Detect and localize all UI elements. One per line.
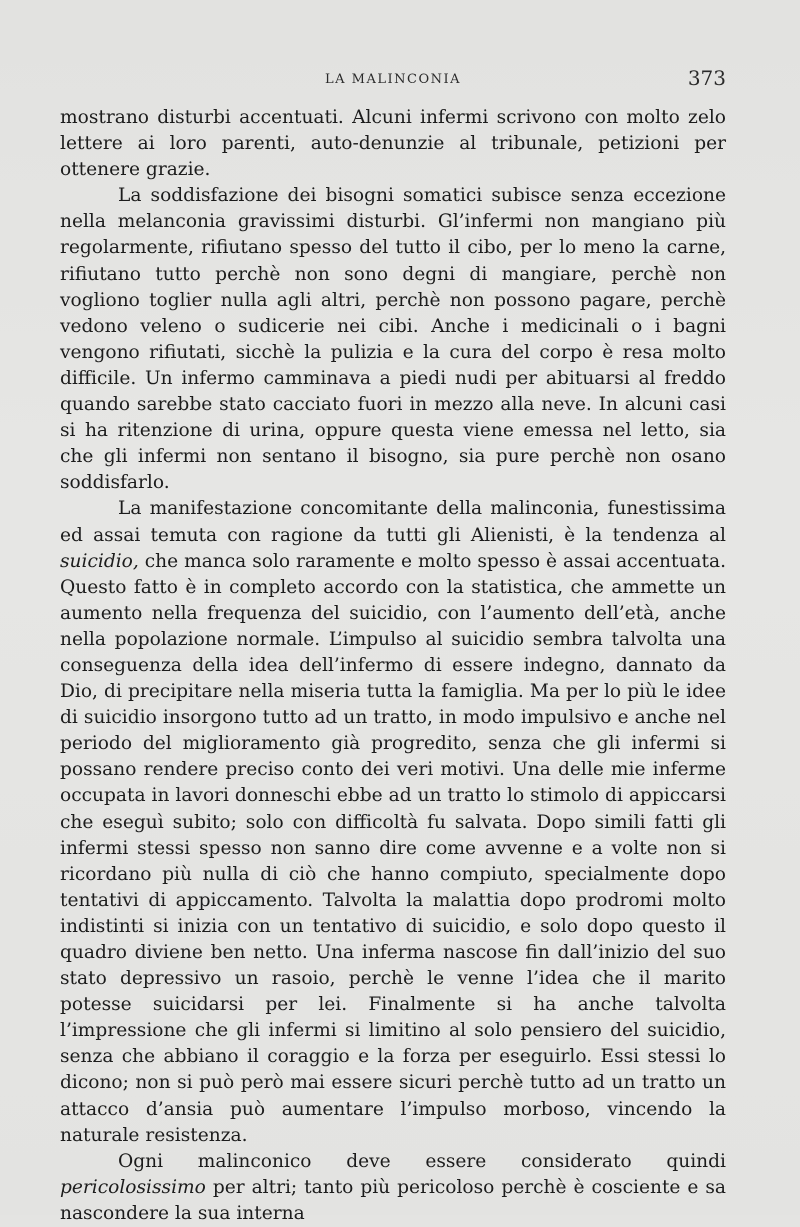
page-header xyxy=(60,66,726,96)
page-number: 373 xyxy=(687,66,726,90)
body-text xyxy=(60,105,726,1227)
emphasis-pericolosissimo: pericolosissimo xyxy=(60,1176,206,1198)
paragraph-suicide-start: La manifestazione concomitante della malinconia, funestissima ed assai temuta con ragione da tutti gli Alienisti, è la tendenza al xyxy=(60,498,726,546)
paragraph-dangerous xyxy=(60,1149,726,1227)
paragraph-continued: mostrano disturbi accentuati. Alcuni infermi scrivono con molto zelo lettere ai loro parenti, auto-denunzie al tribunale, petizioni per ottenere grazie. xyxy=(60,107,726,181)
paragraph-suicide xyxy=(60,496,726,1148)
paragraph-dangerous-start: Ogni malinconico deve essere considerato quindi xyxy=(118,1150,726,1172)
paragraph-dangerous-rest: per altri; tanto più pericoloso perchè è cosciente e sa nascondere la sua interna xyxy=(60,1176,726,1224)
emphasis-suicidio: suicidio, xyxy=(60,550,139,572)
paragraph-somatic-needs: La soddisfazione dei bisogni somatici subisce senza eccezione nella melanconia gravissimi disturbi. Gl’infermi non mangiano più regolarmente, rifiutano spesso del tutto il cibo, per lo meno la carne, rifiutano tutto perchè non sono degni di mangiare, perchè non vogliono toglier nulla agli altri, perchè non possono pagare, perchè vedono veleno o sudicerie nei cibi. Anche i medicinali o i bagni vengono rifiutati, sicchè la pulizia e la cura del corpo è resa molto difficile. Un infermo camminava a piedi nudi per abituarsi al freddo quando sarebbe stato cacciato fuori in mezzo alla neve. In alcuni casi si ha ritenzione di urina, oppure questa viene emessa nel letto, sia che gli infermi non sentano il bisogno, sia pure perchè non osano soddisfarlo. xyxy=(60,185,726,494)
paragraph-suicide-rest: che manca solo raramente e molto spesso è assai accentuata. Questo fatto è in completo accordo con la statistica, che ammette un aumento nella frequenza del suicidio, con l’aumento dell’età, anche nella popolazione normale. L’impulso al suicidio sembra talvolta una conseguenza della idea dell’infermo di essere indegno, dannato da Dio, di precipitare nella miseria tutta la famiglia. Ma per lo più le idee di suicidio insorgono tutto ad un tratto, in modo impulsivo e anche nel periodo del miglioramento già progredito, senza che gli infermi si possano rendere preciso conto dei veri motivi. Una delle mie inferme occupata in lavori donneschi ebbe ad un tratto lo stimolo di appiccarsi che eseguì subito; solo con difficoltà fu salvata. Dopo simili fatti gli infermi stessi spesso non sanno dire come avvenne e a volte non si ricordano più nulla di ciò che hanno compiuto, specialmente dopo tentativi di appiccamento. Talvolta la malattia dopo prodromi molto indistinti si inizia con un tentativo di suicidio, e solo dopo questo il quadro diviene ben netto. Una inferma nascose fin dall’inizio del suo stato depressivo un rasoio, perchè le venne l’idea che il marito potesse suicidarsi per lei. Finalmente si ha anche talvolta l’impressione che gli infermi si limitino al solo pensiero del suicidio, senza che abbiano il coraggio e la forza per eseguirlo. Essi stessi lo dicono; non si può però mai essere sicuri perchè tutto ad un tratto un attacco d’ansia può aumentare l’impulso morboso, vincendo la naturale resistenza. xyxy=(60,550,726,1146)
running-title: LA MALINCONIA xyxy=(325,72,461,87)
